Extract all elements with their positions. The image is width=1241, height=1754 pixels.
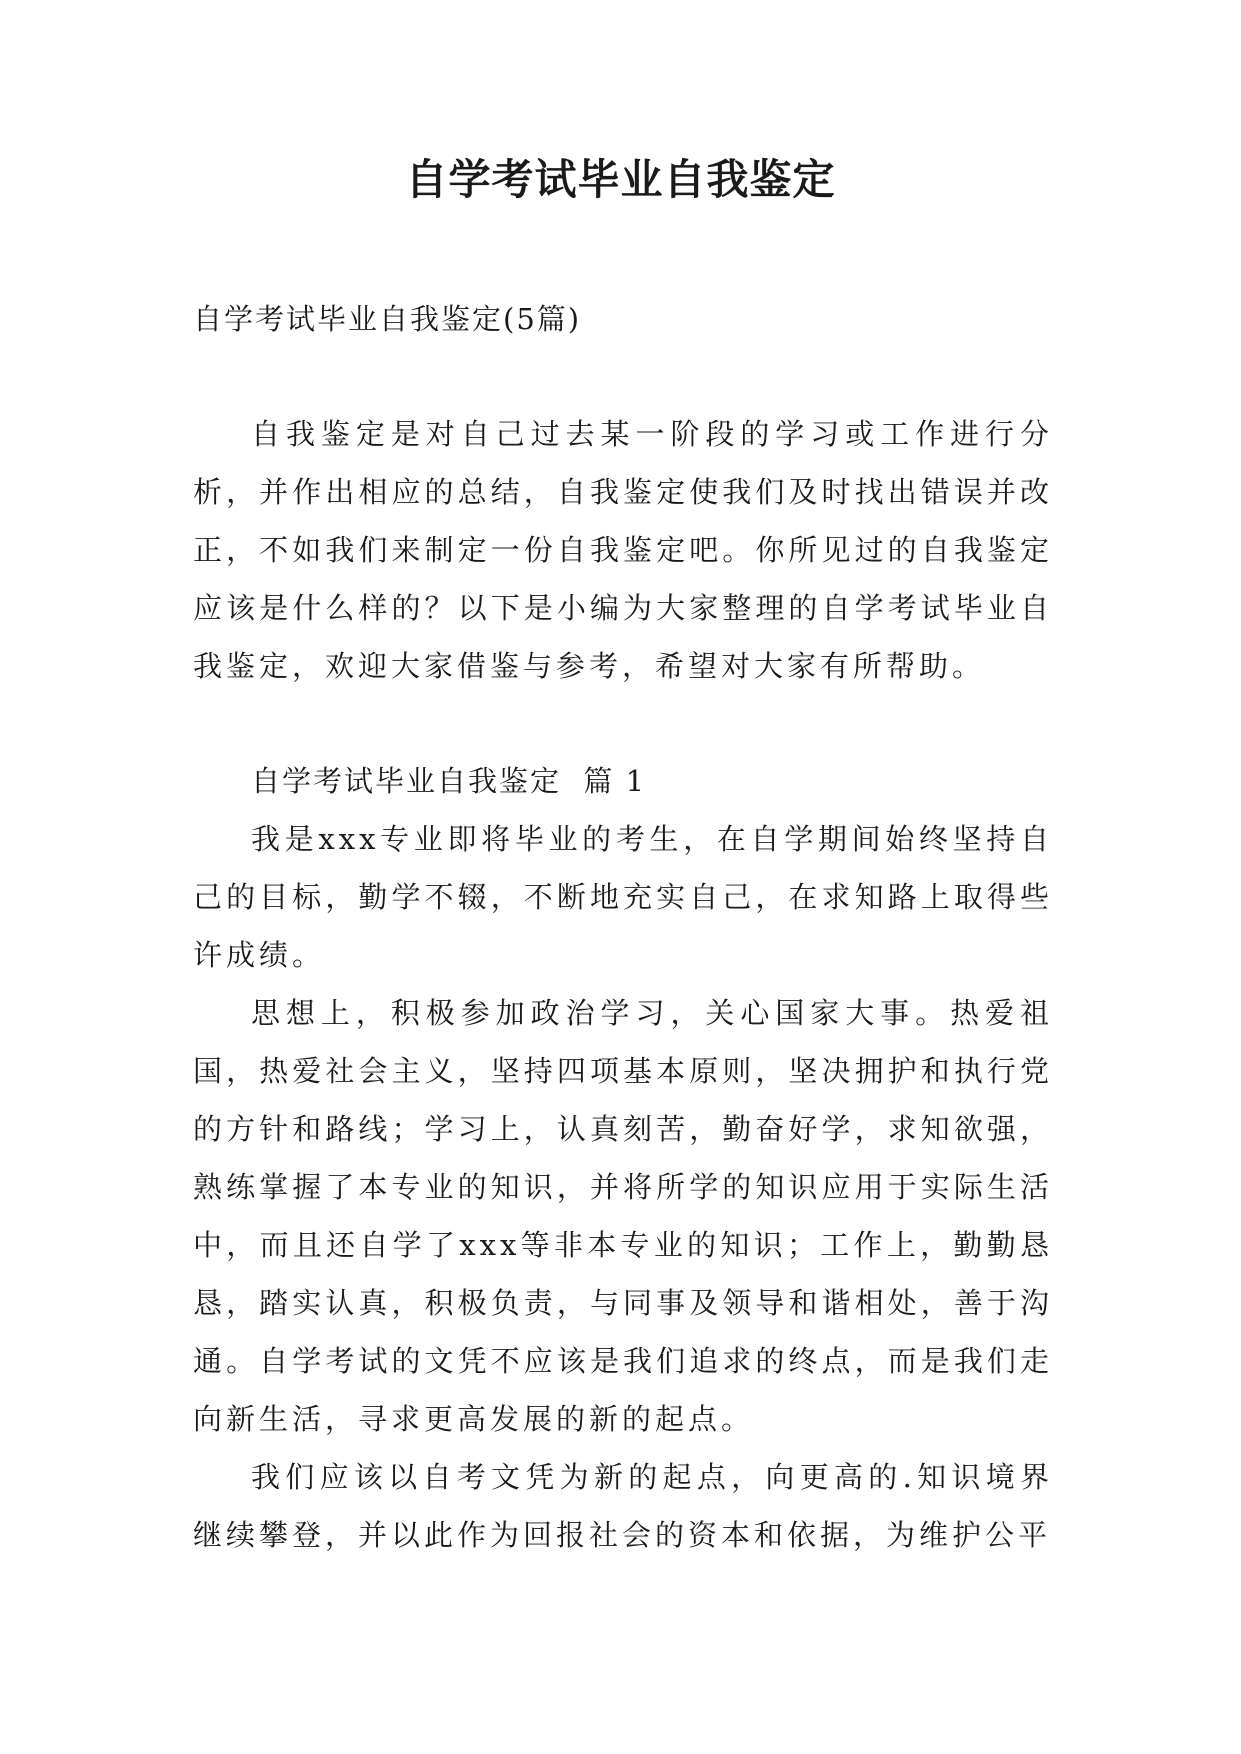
document-body — [193, 290, 1053, 1564]
body-paragraph: 思想上，积极参加政治学习，关心国家大事。热爱祖国，热爱社会主义，坚持四项基本原则，坚决拥护和执行党的方针和路线；学习上，认真刻苦，勤奋好学，求知欲强，熟练掌握了本专业的知识，并将所学的知识应用于实际生活中，而且还自学了xxx等非本专业的知识；工作上，勤勤恳恳，踏实认真，积极负责，与同事及领导和谐相处，善于沟通。自学考试的文凭不应该是我们追求的终点，而是我们走向新生活，寻求更高发展的新的起点。 — [193, 996, 1053, 1436]
section-heading: 自学考试毕业自我鉴定 篇 1 — [251, 764, 647, 798]
intro-paragraph: 自我鉴定是对自己过去某一阶段的学习或工作进行分析，并作出相应的总结，自我鉴定使我们及时找出错误并改正，不如我们来制定一份自我鉴定吧。你所见过的自我鉴定应该是什么样的？以下是小编为大家整理的自学考试毕业自我鉴定，欢迎大家借鉴与参考，希望对大家有所帮助。 — [193, 417, 1053, 683]
document-subtitle: 自学考试毕业自我鉴定(5篇) — [193, 302, 582, 336]
document-title: 自学考试毕业自我鉴定 — [405, 155, 836, 204]
body-paragraph: 我们应该以自考文凭为新的起点，向更高的.知识境界继续攀登，并以此作为回报社会的资本和依据，为维护公平 — [193, 1460, 1053, 1552]
body-paragraph: 我是xxx专业即将毕业的考生，在自学期间始终坚持自己的目标，勤学不辍，不断地充实自己，在求知路上取得些许成绩。 — [193, 822, 1053, 972]
